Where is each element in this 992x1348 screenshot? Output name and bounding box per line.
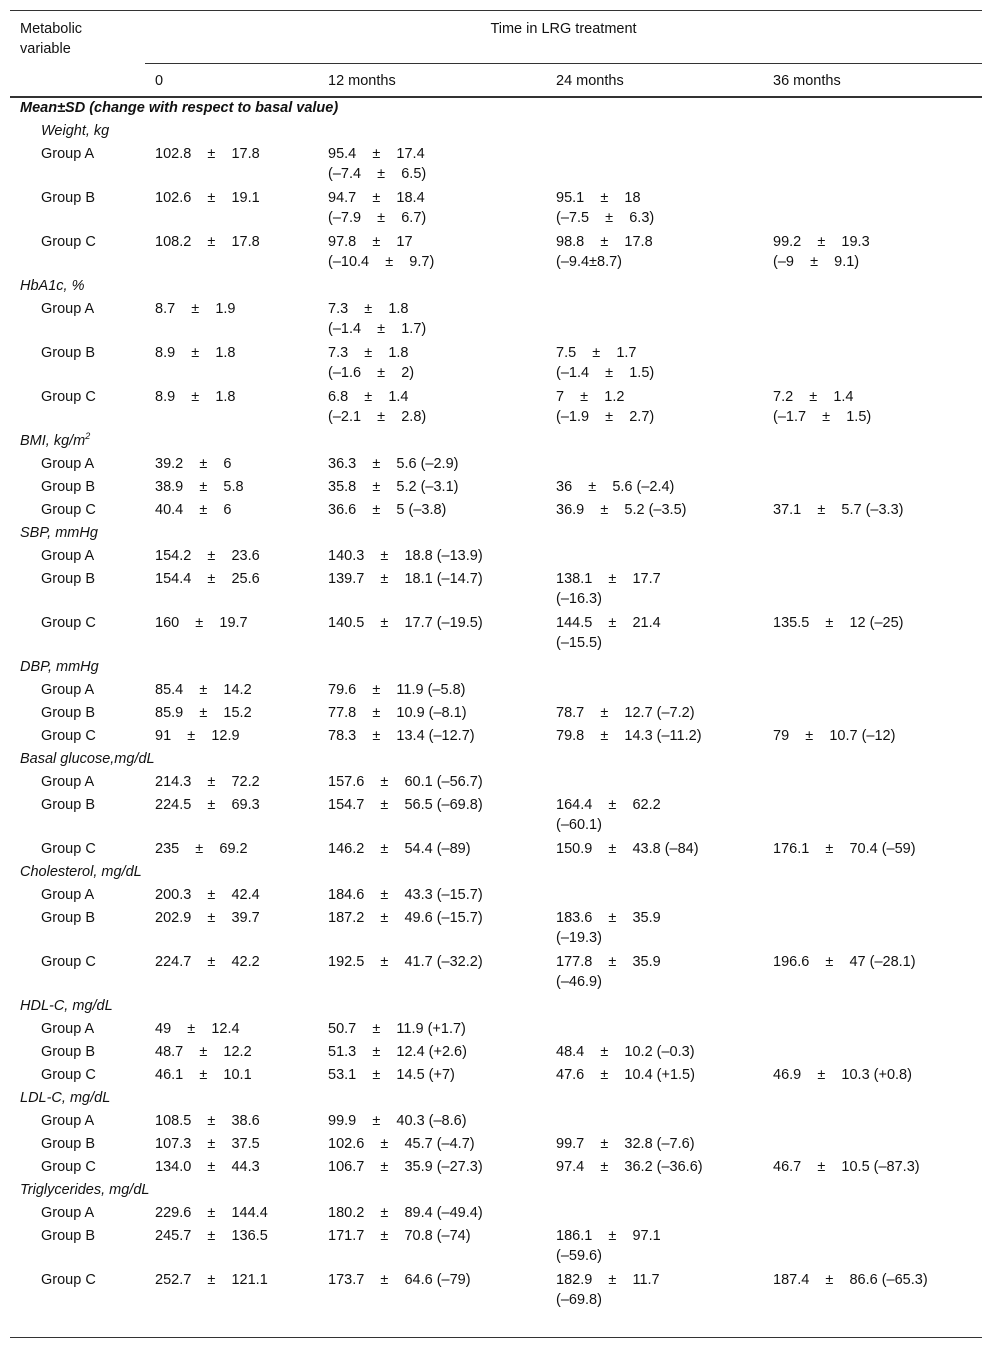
section-label: Mean±SD (change with respect to basal value) <box>20 100 339 116</box>
variable-name <box>20 996 113 1016</box>
group-label: Group A <box>41 146 95 162</box>
table-cell: 164.4 ± 62.2 (–60.1) <box>556 797 661 833</box>
table-cell: 78.7 ± 12.7 (–7.2) <box>556 705 695 721</box>
table-cell: 177.8 ± 35.9 (–46.9) <box>556 954 661 990</box>
group-label: Group B <box>41 345 95 361</box>
table-cell: 98.8 ± 17.8 (–9.4±8.7) <box>556 234 653 270</box>
table-cell: 85.4 ± 14.2 <box>155 682 252 698</box>
table-cell: 36.3 ± 5.6 (–2.9) <box>328 456 459 472</box>
table-cell: 99.9 ± 40.3 (–8.6) <box>328 1113 467 1129</box>
variable-name-text: Triglycerides, mg/dL <box>20 1182 150 1198</box>
variable-name-text: Basal glucose,mg/dL <box>20 751 155 767</box>
table-cell: 40.4 ± 6 <box>155 502 232 518</box>
variable-name-text: SBP, mmHg <box>20 525 98 541</box>
table-cell: 224.7 ± 42.2 <box>155 954 260 970</box>
table-cell: 154.4 ± 25.6 <box>155 571 260 587</box>
group-label: Group C <box>41 841 96 857</box>
table-cell: 154.7 ± 56.5 (–69.8) <box>328 797 483 813</box>
table-cell: 154.2 ± 23.6 <box>155 548 260 564</box>
group-label: Group C <box>41 1067 96 1083</box>
table-cell: 7.3 ± 1.8 (–1.6 ± 2) <box>328 345 415 381</box>
column-header-12-months: 12 months <box>328 73 396 89</box>
table-cell: 183.6 ± 35.9 (–19.3) <box>556 910 661 946</box>
group-label: Group B <box>41 910 95 926</box>
table-cell: 7 ± 1.2 (–1.9 ± 2.7) <box>556 389 655 425</box>
table-cell: 182.9 ± 11.7 (–69.8) <box>556 1272 660 1308</box>
variable-name <box>20 657 99 677</box>
table-cell: 91 ± 12.9 <box>155 728 240 744</box>
table-cell: 38.9 ± 5.8 <box>155 479 244 495</box>
table-cell: 186.1 ± 97.1 (–59.6) <box>556 1228 661 1264</box>
table-cell: 196.6 ± 47 (–28.1) <box>773 954 916 970</box>
table-cell: 184.6 ± 43.3 (–15.7) <box>328 887 483 903</box>
group-label: Group A <box>41 774 95 790</box>
metabolic-table <box>10 10 982 1338</box>
table-cell: 79 ± 10.7 (–12) <box>773 728 896 744</box>
variable-name <box>20 276 84 296</box>
table-cell: 94.7 ± 18.4 (–7.9 ± 6.7) <box>328 190 427 226</box>
table-cell: 229.6 ± 144.4 <box>155 1205 268 1221</box>
table-cell: 46.7 ± 10.5 (–87.3) <box>773 1159 920 1175</box>
table-cell: 134.0 ± 44.3 <box>155 1159 260 1175</box>
variable-name <box>20 523 98 543</box>
table-cell: 102.6 ± 19.1 <box>155 190 260 206</box>
table-cell: 35.8 ± 5.2 (–3.1) <box>328 479 459 495</box>
group-label: Group A <box>41 301 95 317</box>
group-label: Group C <box>41 389 96 405</box>
table-cell: 180.2 ± 89.4 (–49.4) <box>328 1205 483 1221</box>
table-cell: 47.6 ± 10.4 (+1.5) <box>556 1067 695 1083</box>
variable-name-text: Weight, kg <box>41 123 110 139</box>
table-cell: 48.7 ± 12.2 <box>155 1044 252 1060</box>
variable-name <box>20 862 142 882</box>
table-cell: 102.6 ± 45.7 (–4.7) <box>328 1136 475 1152</box>
table-cell: 79.8 ± 14.3 (–11.2) <box>556 728 702 744</box>
table-cell: 176.1 ± 70.4 (–59) <box>773 841 916 857</box>
table-cell: 50.7 ± 11.9 (+1.7) <box>328 1021 466 1037</box>
table-cell: 235 ± 69.2 <box>155 841 248 857</box>
table-cell: 39.2 ± 6 <box>155 456 232 472</box>
table-cell: 7.2 ± 1.4 (–1.7 ± 1.5) <box>773 389 872 425</box>
table-cell: 214.3 ± 72.2 <box>155 774 260 790</box>
table-cell: 53.1 ± 14.5 (+7) <box>328 1067 455 1083</box>
table-cell: 7.3 ± 1.8 (–1.4 ± 1.7) <box>328 301 427 337</box>
table-cell: 51.3 ± 12.4 (+2.6) <box>328 1044 467 1060</box>
table-cell: 6.8 ± 1.4 (–2.1 ± 2.8) <box>328 389 427 425</box>
table-cell: 187.4 ± 86.6 (–65.3) <box>773 1272 928 1288</box>
group-label: Group A <box>41 1113 95 1129</box>
table-cell: 95.1 ± 18 (–7.5 ± 6.3) <box>556 190 655 226</box>
group-label: Group B <box>41 190 95 206</box>
variable-name <box>20 1180 149 1200</box>
variable-name-superscript: 2 <box>85 431 91 442</box>
table-cell: 200.3 ± 42.4 <box>155 887 260 903</box>
table-cell: 108.2 ± 17.8 <box>155 234 260 250</box>
group-label: Group B <box>41 1044 95 1060</box>
table-cell: 99.7 ± 32.8 (–7.6) <box>556 1136 695 1152</box>
table-cell: 36 ± 5.6 (–2.4) <box>556 479 675 495</box>
group-label: Group A <box>41 548 95 564</box>
table-cell: 95.4 ± 17.4 (–7.4 ± 6.5) <box>328 146 427 182</box>
column-header-24-months: 24 months <box>556 73 624 89</box>
group-label: Group A <box>41 887 95 903</box>
header-time-label: Time in LRG treatment <box>490 21 637 37</box>
table-cell: 49 ± 12.4 <box>155 1021 240 1037</box>
group-label: Group C <box>41 1272 96 1288</box>
table-cell: 48.4 ± 10.2 (–0.3) <box>556 1044 695 1060</box>
table-cell: 108.5 ± 38.6 <box>155 1113 260 1129</box>
group-label: Group C <box>41 502 96 518</box>
table-cell: 135.5 ± 12 (–25) <box>773 615 904 631</box>
variable-name-text: HbA1c, % <box>20 278 85 294</box>
table-cell: 173.7 ± 64.6 (–79) <box>328 1272 471 1288</box>
table-cell: 37.1 ± 5.7 (–3.3) <box>773 502 904 518</box>
table-cell: 85.9 ± 15.2 <box>155 705 252 721</box>
group-label: Group C <box>41 615 96 631</box>
table-cell: 8.9 ± 1.8 <box>155 389 236 405</box>
group-label: Group C <box>41 954 96 970</box>
variable-name <box>20 749 155 769</box>
variable-name-text: LDL-C, mg/dL <box>20 1090 111 1106</box>
group-label: Group B <box>41 797 95 813</box>
group-label: Group B <box>41 1136 95 1152</box>
group-label: Group C <box>41 234 96 250</box>
variable-name-text: BMI, kg/m <box>20 433 86 449</box>
group-label: Group C <box>41 728 96 744</box>
table-cell: 99.2 ± 19.3 (–9 ± 9.1) <box>773 234 870 270</box>
table-cell: 78.3 ± 13.4 (–12.7) <box>328 728 475 744</box>
group-label: Group B <box>41 1228 95 1244</box>
variable-name-text: HDL-C, mg/dL <box>20 998 113 1014</box>
table-cell: 139.7 ± 18.1 (–14.7) <box>328 571 483 587</box>
group-label: Group A <box>41 682 95 698</box>
group-label: Group C <box>41 1159 96 1175</box>
group-label: Group B <box>41 479 95 495</box>
table-cell: 97.8 ± 17 (–10.4 ± 9.7) <box>328 234 435 270</box>
group-label: Group A <box>41 1205 95 1221</box>
table-cell: 7.5 ± 1.7 (–1.4 ± 1.5) <box>556 345 655 381</box>
table-cell: 106.7 ± 35.9 (–27.3) <box>328 1159 483 1175</box>
table-cell: 77.8 ± 10.9 (–8.1) <box>328 705 467 721</box>
table-cell: 46.1 ± 10.1 <box>155 1067 252 1083</box>
table-cell: 36.6 ± 5 (–3.8) <box>328 502 447 518</box>
table-cell: 102.8 ± 17.8 <box>155 146 260 162</box>
variable-name <box>20 1088 110 1108</box>
variable-name-text: DBP, mmHg <box>20 659 99 675</box>
table-cell: 138.1 ± 17.7 (–16.3) <box>556 571 661 607</box>
table-cell: 157.6 ± 60.1 (–56.7) <box>328 774 483 790</box>
table-cell: 36.9 ± 5.2 (–3.5) <box>556 502 687 518</box>
table-cell: 144.5 ± 21.4 (–15.5) <box>556 615 661 651</box>
table-cell: 146.2 ± 54.4 (–89) <box>328 841 471 857</box>
table-cell: 160 ± 19.7 <box>155 615 248 631</box>
variable-name <box>41 121 109 141</box>
table-cell: 46.9 ± 10.3 (+0.8) <box>773 1067 912 1083</box>
group-label: Group B <box>41 705 95 721</box>
column-header-36-months: 36 months <box>773 73 841 89</box>
table-cell: 8.7 ± 1.9 <box>155 301 236 317</box>
variable-name <box>20 431 90 451</box>
variable-name-text: Cholesterol, mg/dL <box>20 864 142 880</box>
table-cell: 140.3 ± 18.8 (–13.9) <box>328 548 483 564</box>
group-label: Group B <box>41 571 95 587</box>
column-header-0: 0 <box>155 73 164 89</box>
table-cell: 79.6 ± 11.9 (–5.8) <box>328 682 466 698</box>
table-cell: 202.9 ± 39.7 <box>155 910 260 926</box>
table-cell: 245.7 ± 136.5 <box>155 1228 268 1244</box>
table-cell: 224.5 ± 69.3 <box>155 797 260 813</box>
header-variable-label: Metabolic variable <box>20 21 83 57</box>
table-cell: 187.2 ± 49.6 (–15.7) <box>328 910 483 926</box>
group-label: Group A <box>41 1021 95 1037</box>
table-cell: 8.9 ± 1.8 <box>155 345 236 361</box>
table-cell: 140.5 ± 17.7 (–19.5) <box>328 615 483 631</box>
table-cell: 252.7 ± 121.1 <box>155 1272 268 1288</box>
table-cell: 107.3 ± 37.5 <box>155 1136 260 1152</box>
table-cell: 150.9 ± 43.8 (–84) <box>556 841 699 857</box>
header-rule <box>145 63 982 64</box>
table-cell: 97.4 ± 36.2 (–36.6) <box>556 1159 703 1175</box>
group-label: Group A <box>41 456 95 472</box>
table-cell: 171.7 ± 70.8 (–74) <box>328 1228 471 1244</box>
table-cell: 192.5 ± 41.7 (–32.2) <box>328 954 483 970</box>
